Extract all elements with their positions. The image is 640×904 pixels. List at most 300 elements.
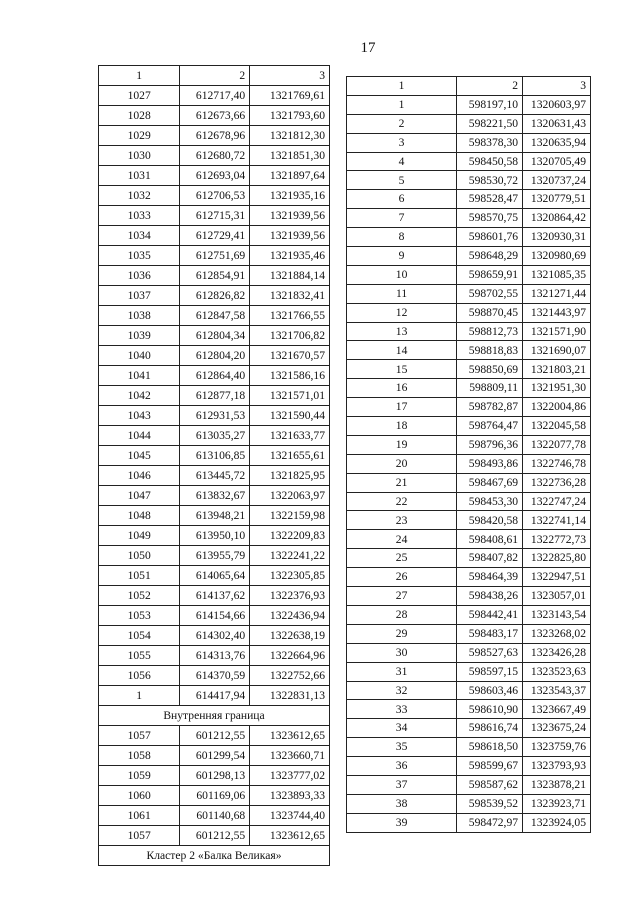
table-row <box>347 700 591 719</box>
table-cell: 598378,30 <box>457 133 523 152</box>
table-cell: 1321769,61 <box>250 86 330 106</box>
table-cell: 31 <box>347 662 457 681</box>
table-row <box>99 426 330 446</box>
table-cell: 1323268,02 <box>523 624 591 643</box>
table-row <box>347 549 591 568</box>
table-row <box>347 417 591 436</box>
table-row <box>347 473 591 492</box>
section-cluster-title <box>99 846 330 866</box>
table-cell: 598870,45 <box>457 303 523 322</box>
table-row <box>99 486 330 506</box>
table-cell: 598648,29 <box>457 247 523 266</box>
table-row <box>347 757 591 776</box>
table-row <box>347 322 591 341</box>
table-cell: 612804,20 <box>180 346 250 366</box>
table-cell: 30 <box>347 643 457 662</box>
table-row <box>99 726 330 746</box>
table-cell: 598493,86 <box>457 454 523 473</box>
table-cell: 3 <box>250 66 330 86</box>
table-cell: 2 <box>457 77 523 96</box>
table-row <box>347 813 591 832</box>
table-cell: 598420,58 <box>457 511 523 530</box>
table-cell: 1032 <box>99 186 180 206</box>
table-cell: 7 <box>347 209 457 228</box>
table-row <box>99 786 330 806</box>
table-cell: 598812,73 <box>457 322 523 341</box>
table-cell: 613035,27 <box>180 426 250 446</box>
table-row <box>347 568 591 587</box>
table-cell: 1046 <box>99 466 180 486</box>
table-cell: 598601,76 <box>457 228 523 247</box>
table-cell: 1 <box>347 77 457 96</box>
table-cell: 614154,66 <box>180 606 250 626</box>
table-cell: 598438,26 <box>457 587 523 606</box>
table-cell: 1323612,65 <box>250 826 330 846</box>
table-cell: 38 <box>347 794 457 813</box>
table-row <box>347 530 591 549</box>
table-row <box>347 643 591 662</box>
table-cell: 1323923,71 <box>523 794 591 813</box>
table-cell: 1322752,66 <box>250 666 330 686</box>
table-row <box>99 606 330 626</box>
table-cell: 598407,82 <box>457 549 523 568</box>
table-cell: 1321884,14 <box>250 266 330 286</box>
table-cell: 1321766,55 <box>250 306 330 326</box>
table-cell: 1037 <box>99 286 180 306</box>
table-cell: 1321832,41 <box>250 286 330 306</box>
table-cell: 598530,72 <box>457 171 523 190</box>
table-row <box>347 511 591 530</box>
table-row <box>347 435 591 454</box>
table-cell: 598782,87 <box>457 398 523 417</box>
table-cell: 612864,40 <box>180 366 250 386</box>
table-cell: 601298,13 <box>180 766 250 786</box>
table-cell: 1321690,07 <box>523 341 591 360</box>
table-cell: 2 <box>347 114 457 133</box>
table-cell: 1321670,57 <box>250 346 330 366</box>
table-cell: 1322063,97 <box>250 486 330 506</box>
table-cell: 613955,79 <box>180 546 250 566</box>
table-row <box>99 586 330 606</box>
table-cell: 1320631,43 <box>523 114 591 133</box>
table-cell: 21 <box>347 473 457 492</box>
table-cell: 1322947,51 <box>523 568 591 587</box>
section-cluster-title-label: Кластер 2 «Балка Великая» <box>99 846 330 866</box>
table-cell: 1321897,64 <box>250 166 330 186</box>
table-cell: 14 <box>347 341 457 360</box>
table-cell: 1322159,98 <box>250 506 330 526</box>
table-cell: 613950,10 <box>180 526 250 546</box>
table-row <box>99 326 330 346</box>
table-cell: 15 <box>347 360 457 379</box>
table-cell: 13 <box>347 322 457 341</box>
table-cell: 598467,69 <box>457 473 523 492</box>
table-cell: 1323667,49 <box>523 700 591 719</box>
table-cell: 1323143,54 <box>523 605 591 624</box>
table-cell: 598618,50 <box>457 738 523 757</box>
table-cell: 37 <box>347 775 457 794</box>
table-cell: 598472,97 <box>457 813 523 832</box>
table-cell: 1322664,96 <box>250 646 330 666</box>
table-cell: 598597,15 <box>457 662 523 681</box>
table-cell: 1053 <box>99 606 180 626</box>
table-cell: 598587,62 <box>457 775 523 794</box>
section-inner-boundary-label: Внутренняя граница <box>99 706 330 726</box>
table-cell: 601212,55 <box>180 726 250 746</box>
table-cell: 598450,58 <box>457 152 523 171</box>
table-cell: 598528,47 <box>457 190 523 209</box>
table-cell: 612680,72 <box>180 146 250 166</box>
table-cell: 598464,39 <box>457 568 523 587</box>
table-cell: 598796,36 <box>457 435 523 454</box>
table-row <box>347 662 591 681</box>
table-cell: 1 <box>99 66 180 86</box>
table-cell: 1043 <box>99 406 180 426</box>
table-row <box>99 546 330 566</box>
table-header-row <box>347 77 591 96</box>
coordinates-table-right <box>346 76 591 833</box>
table-cell: 612847,58 <box>180 306 250 326</box>
table-cell: 601299,54 <box>180 746 250 766</box>
table-row <box>347 398 591 417</box>
table-row <box>347 247 591 266</box>
table-cell: 612826,82 <box>180 286 250 306</box>
table-cell: 1038 <box>99 306 180 326</box>
table-row <box>99 186 330 206</box>
table-cell: 1321633,77 <box>250 426 330 446</box>
table-cell: 4 <box>347 152 457 171</box>
table-cell: 1051 <box>99 566 180 586</box>
table-cell: 1323057,01 <box>523 587 591 606</box>
table-cell: 598610,90 <box>457 700 523 719</box>
table-cell: 1027 <box>99 86 180 106</box>
table-row <box>347 228 591 247</box>
table-cell: 1033 <box>99 206 180 226</box>
table-cell: 1322638,19 <box>250 626 330 646</box>
table-row <box>99 106 330 126</box>
table-cell: 612729,41 <box>180 226 250 246</box>
table-cell: 10 <box>347 265 457 284</box>
table-cell: 1029 <box>99 126 180 146</box>
table-cell: 598442,41 <box>457 605 523 624</box>
table-row <box>99 646 330 666</box>
table-cell: 1320635,94 <box>523 133 591 152</box>
table-cell: 1044 <box>99 426 180 446</box>
table-cell: 614137,62 <box>180 586 250 606</box>
table-cell: 614302,40 <box>180 626 250 646</box>
table-cell: 598809,11 <box>457 379 523 398</box>
table-cell: 612877,18 <box>180 386 250 406</box>
table-cell: 1322045,58 <box>523 417 591 436</box>
table-row <box>99 306 330 326</box>
table-row <box>347 681 591 700</box>
table-cell: 598197,10 <box>457 95 523 114</box>
table-row <box>347 171 591 190</box>
page-number: 17 <box>360 40 376 56</box>
table-row <box>99 166 330 186</box>
table-cell: 598818,83 <box>457 341 523 360</box>
table-cell: 1049 <box>99 526 180 546</box>
table-cell: 612706,53 <box>180 186 250 206</box>
table-cell: 35 <box>347 738 457 757</box>
table-cell: 1031 <box>99 166 180 186</box>
table-cell: 1323660,71 <box>250 746 330 766</box>
table-row <box>99 206 330 226</box>
table-cell: 1039 <box>99 326 180 346</box>
table-cell: 1322746,78 <box>523 454 591 473</box>
table-cell: 601169,06 <box>180 786 250 806</box>
table-row <box>347 341 591 360</box>
table-cell: 1322209,83 <box>250 526 330 546</box>
table-cell: 598570,75 <box>457 209 523 228</box>
table-cell: 11 <box>347 284 457 303</box>
table-cell: 612751,69 <box>180 246 250 266</box>
table-cell: 1056 <box>99 666 180 686</box>
table-cell: 598850,69 <box>457 360 523 379</box>
table-row <box>347 360 591 379</box>
table-cell: 614370,59 <box>180 666 250 686</box>
table-cell: 1048 <box>99 506 180 526</box>
table-cell: 1321706,82 <box>250 326 330 346</box>
table-cell: 614313,76 <box>180 646 250 666</box>
table-cell: 1041 <box>99 366 180 386</box>
table-cell: 1321571,90 <box>523 322 591 341</box>
table-cell: 1321655,61 <box>250 446 330 466</box>
table-cell: 598221,50 <box>457 114 523 133</box>
table-cell: 1321271,44 <box>523 284 591 303</box>
table-row <box>347 587 591 606</box>
table-cell: 25 <box>347 549 457 568</box>
table-cell: 1052 <box>99 586 180 606</box>
table-cell: 1057 <box>99 826 180 846</box>
table-cell: 1035 <box>99 246 180 266</box>
table-row <box>99 566 330 586</box>
table-cell: 29 <box>347 624 457 643</box>
table-cell: 601212,55 <box>180 826 250 846</box>
table-cell: 9 <box>347 247 457 266</box>
table-cell: 598616,74 <box>457 719 523 738</box>
table-cell: 1322741,14 <box>523 511 591 530</box>
table-cell: 1320737,24 <box>523 171 591 190</box>
table-cell: 1321443,97 <box>523 303 591 322</box>
table-cell: 1323612,65 <box>250 726 330 746</box>
table-row <box>99 126 330 146</box>
table-row <box>347 624 591 643</box>
table-cell: 1323793,93 <box>523 757 591 776</box>
table-row <box>99 666 330 686</box>
table-cell: 1321851,30 <box>250 146 330 166</box>
table-header-row <box>99 66 330 86</box>
table-cell: 1322376,93 <box>250 586 330 606</box>
table-cell: 23 <box>347 511 457 530</box>
table-cell: 1321939,56 <box>250 226 330 246</box>
table-row <box>347 379 591 398</box>
section-inner-boundary <box>99 706 330 726</box>
table-row <box>347 152 591 171</box>
table-cell: 1323426,28 <box>523 643 591 662</box>
table-cell: 1047 <box>99 486 180 506</box>
table-cell: 598539,52 <box>457 794 523 813</box>
table-cell: 598483,17 <box>457 624 523 643</box>
table-row <box>99 386 330 406</box>
table-row <box>347 114 591 133</box>
table-row <box>99 826 330 846</box>
table-cell: 1323924,05 <box>523 813 591 832</box>
table-row <box>99 406 330 426</box>
table-cell: 3 <box>523 77 591 96</box>
table-cell: 1028 <box>99 106 180 126</box>
table-cell: 612715,31 <box>180 206 250 226</box>
table-cell: 1321793,60 <box>250 106 330 126</box>
table-cell: 1058 <box>99 746 180 766</box>
table-row <box>99 246 330 266</box>
table-cell: 1322241,22 <box>250 546 330 566</box>
table-cell: 1322747,24 <box>523 492 591 511</box>
table-cell: 1 <box>99 686 180 706</box>
table-cell: 1322004,86 <box>523 398 591 417</box>
table-cell: 22 <box>347 492 457 511</box>
table-cell: 20 <box>347 454 457 473</box>
table-cell: 614417,94 <box>180 686 250 706</box>
table-cell: 1320603,97 <box>523 95 591 114</box>
table-cell: 1322825,80 <box>523 549 591 568</box>
table-cell: 18 <box>347 417 457 436</box>
table-cell: 1320864,42 <box>523 209 591 228</box>
table-cell: 612854,91 <box>180 266 250 286</box>
table-cell: 1036 <box>99 266 180 286</box>
table-cell: 1321935,16 <box>250 186 330 206</box>
table-cell: 598408,61 <box>457 530 523 549</box>
table-cell: 1321951,30 <box>523 379 591 398</box>
table-cell: 598659,91 <box>457 265 523 284</box>
table-row <box>347 738 591 757</box>
table-cell: 598527,63 <box>457 643 523 662</box>
table-cell: 2 <box>180 66 250 86</box>
table-row <box>99 766 330 786</box>
table-cell: 1323523,63 <box>523 662 591 681</box>
table-row <box>99 506 330 526</box>
table-cell: 598599,67 <box>457 757 523 776</box>
table-cell: 8 <box>347 228 457 247</box>
table-row <box>347 265 591 284</box>
table-cell: 598764,47 <box>457 417 523 436</box>
table-cell: 32 <box>347 681 457 700</box>
table-cell: 1321803,21 <box>523 360 591 379</box>
table-row <box>347 190 591 209</box>
table-cell: 1323675,24 <box>523 719 591 738</box>
table-cell: 1045 <box>99 446 180 466</box>
table-row <box>347 284 591 303</box>
table-cell: 598702,55 <box>457 284 523 303</box>
table-cell: 613445,72 <box>180 466 250 486</box>
table-cell: 1322736,28 <box>523 473 591 492</box>
table-cell: 1323893,33 <box>250 786 330 806</box>
table-cell: 1321590,44 <box>250 406 330 426</box>
table-cell: 1323744,40 <box>250 806 330 826</box>
table-cell: 1055 <box>99 646 180 666</box>
table-cell: 1057 <box>99 726 180 746</box>
table-cell: 33 <box>347 700 457 719</box>
table-cell: 5 <box>347 171 457 190</box>
table-row <box>347 605 591 624</box>
table-cell: 1054 <box>99 626 180 646</box>
table-cell: 1322772,73 <box>523 530 591 549</box>
table-row <box>347 95 591 114</box>
table-cell: 1320705,49 <box>523 152 591 171</box>
table-cell: 1321085,35 <box>523 265 591 284</box>
table-row <box>347 209 591 228</box>
table-cell: 1321935,46 <box>250 246 330 266</box>
table-cell: 28 <box>347 605 457 624</box>
table-cell: 1323759,76 <box>523 738 591 757</box>
table-cell: 1321571,01 <box>250 386 330 406</box>
table-row <box>347 775 591 794</box>
coordinates-table-left <box>98 65 330 866</box>
table-cell: 612678,96 <box>180 126 250 146</box>
table-cell: 1 <box>347 95 457 114</box>
table-cell: 1059 <box>99 766 180 786</box>
table-cell: 598453,30 <box>457 492 523 511</box>
table-row <box>99 806 330 826</box>
table-cell: 1322436,94 <box>250 606 330 626</box>
table-cell: 1040 <box>99 346 180 366</box>
table-cell: 612717,40 <box>180 86 250 106</box>
table-row <box>99 86 330 106</box>
table-cell: 6 <box>347 190 457 209</box>
table-row <box>99 346 330 366</box>
table-row <box>99 746 330 766</box>
table-cell: 601140,68 <box>180 806 250 826</box>
table-cell: 1321939,56 <box>250 206 330 226</box>
table-cell: 613948,21 <box>180 506 250 526</box>
table-cell: 612804,34 <box>180 326 250 346</box>
table-cell: 614065,64 <box>180 566 250 586</box>
table-cell: 1060 <box>99 786 180 806</box>
table-row <box>99 686 330 706</box>
table-cell: 613832,67 <box>180 486 250 506</box>
table-row <box>347 133 591 152</box>
table-row <box>99 266 330 286</box>
table-cell: 1322831,13 <box>250 686 330 706</box>
table-row <box>99 626 330 646</box>
table-cell: 1321812,30 <box>250 126 330 146</box>
table-row <box>99 226 330 246</box>
table-cell: 612693,04 <box>180 166 250 186</box>
table-cell: 27 <box>347 587 457 606</box>
table-cell: 1030 <box>99 146 180 166</box>
table-row <box>99 366 330 386</box>
table-cell: 612673,66 <box>180 106 250 126</box>
table-cell: 1042 <box>99 386 180 406</box>
table-cell: 3 <box>347 133 457 152</box>
table-cell: 39 <box>347 813 457 832</box>
table-cell: 1323878,21 <box>523 775 591 794</box>
table-cell: 17 <box>347 398 457 417</box>
table-cell: 36 <box>347 757 457 776</box>
table-cell: 613106,85 <box>180 446 250 466</box>
table-cell: 16 <box>347 379 457 398</box>
table-cell: 26 <box>347 568 457 587</box>
table-row <box>347 719 591 738</box>
table-row <box>99 466 330 486</box>
table-cell: 34 <box>347 719 457 738</box>
table-cell: 1034 <box>99 226 180 246</box>
table-cell: 12 <box>347 303 457 322</box>
table-cell: 1321825,95 <box>250 466 330 486</box>
table-row <box>99 146 330 166</box>
table-row <box>347 794 591 813</box>
table-cell: 1321586,16 <box>250 366 330 386</box>
